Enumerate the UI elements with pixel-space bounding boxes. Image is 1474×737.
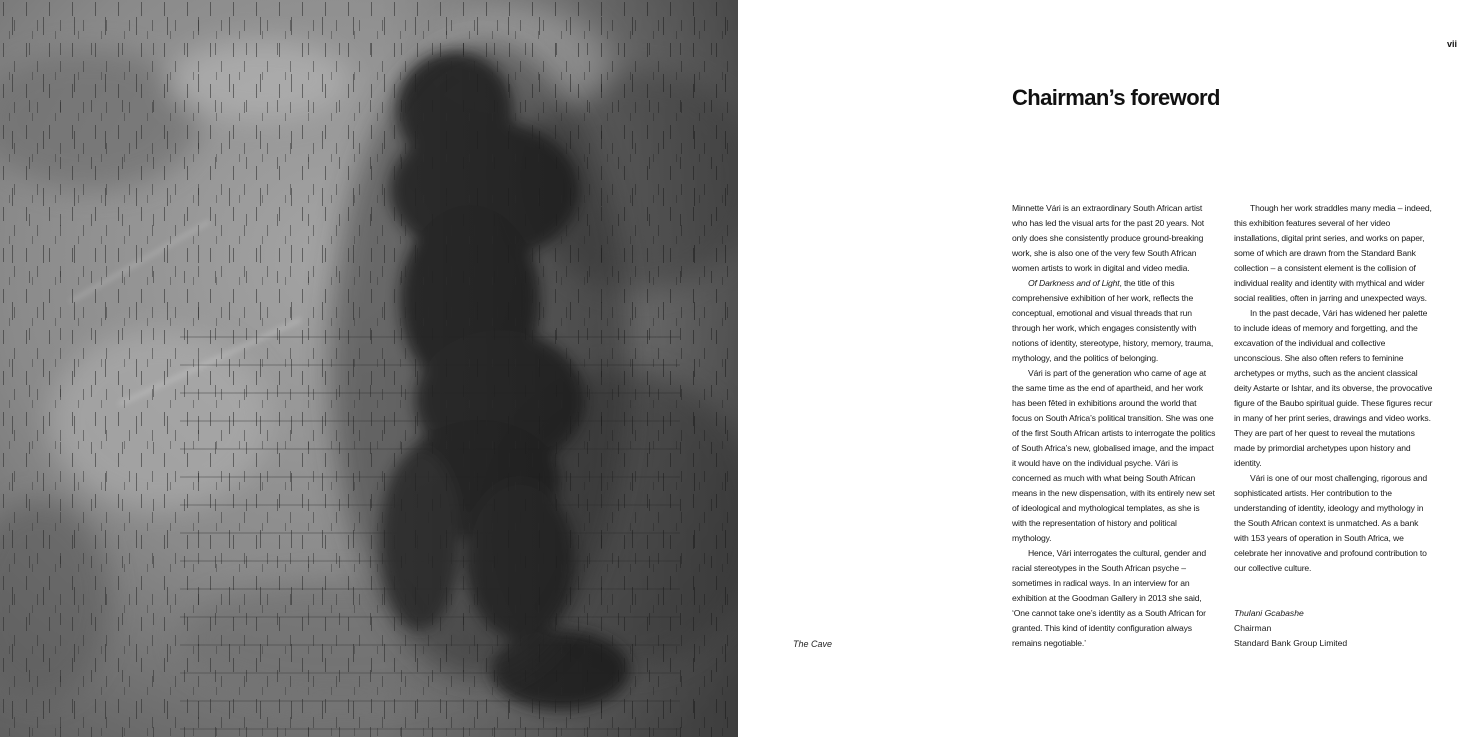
text-column-left (1012, 201, 1216, 651)
page-number: vii (1447, 39, 1458, 49)
body-paragraph: Vári is part of the generation who came of age at the same time as the end of apartheid, and her work has been fêted in exhibitions around the world that focus on South Africa’s political transition. She was one of the first South African artists to interrogate the politics of South Africa’s new, globalised image, and the impact it would have on the individual psyche. Vári is concerned as much with what being South African means in the new dispensation, with its entirely new set of ideological and mythological templates, as she is with the representation of history and political mythology. (1012, 368, 1216, 543)
photo-caption: The Cave (793, 639, 833, 649)
exhibition-title: Of Darkness and of Light (1028, 278, 1120, 288)
signature-block (1234, 606, 1434, 651)
body-paragraph: Minnette Vári is an extraordinary South African artist who has led the visual arts for the past 20 years. Not only does she consistently produce ground-breaking work, she is also one of the very few South African women artists to work in digital and video media. (1012, 203, 1205, 273)
body-paragraph: In the past decade, Vári has widened her palette to include ideas of memory and forgetting, and the excavation of the individual and collective unconscious. She also often refers to feminine archetypes or myths, such as the ancient classical deity Astarte or Ishtar, and its obverse, the provocative figure of the Baubo spiritual guide. These figures recur in many of her print series, drawings and video works. They are part of her quest to reveal the mutations made by primordial archetypes upon history and identity. (1234, 308, 1433, 468)
signatory-organisation: Standard Bank Group Limited (1234, 638, 1348, 648)
body-paragraph: Hence, Vári interrogates the cultural, gender and racial stereotypes in the South African psyche – sometimes in radical ways. In an interview for an exhibition at the Goodman Gallery in 2013 she said, ‘One cannot take one’s identity as a South African for granted. This kind of identity configuration always remains negotiable.’ (1012, 548, 1207, 648)
signatory-title: Chairman (1234, 623, 1272, 633)
body-paragraph: Vári is one of our most challenging, rigorous and sophisticated artists. Her contribution to the understanding of identity, ideology and mythology in the South African context is unmatched. As a bank with 153 years of operation in South Africa, we celebrate her innovative and profound contribution to our collective culture. (1234, 473, 1428, 573)
body-paragraph: Though her work straddles many media – indeed, this exhibition features several of her video installations, digital print series, and works on paper, some of which are drawn from the Standard Bank collection – a consistent element is the collision of individual reality and identity with mythical and wider social realities, often in jarring and unexpected ways. (1234, 203, 1432, 303)
body-text: , the title of this comprehensive exhibition of her work, reflects the conceptual, emotional and visual threads that run through her work, which engages consistently with notions of identity, stereotype, history, memory, trauma, mythology, and the politics of belonging. (1012, 278, 1214, 363)
signatory-name: Thulani Gcabashe (1234, 608, 1304, 618)
page-title: Chairman’s foreword (1012, 85, 1220, 110)
body-paragraph (1012, 276, 1216, 366)
text-column-right (1234, 201, 1434, 576)
